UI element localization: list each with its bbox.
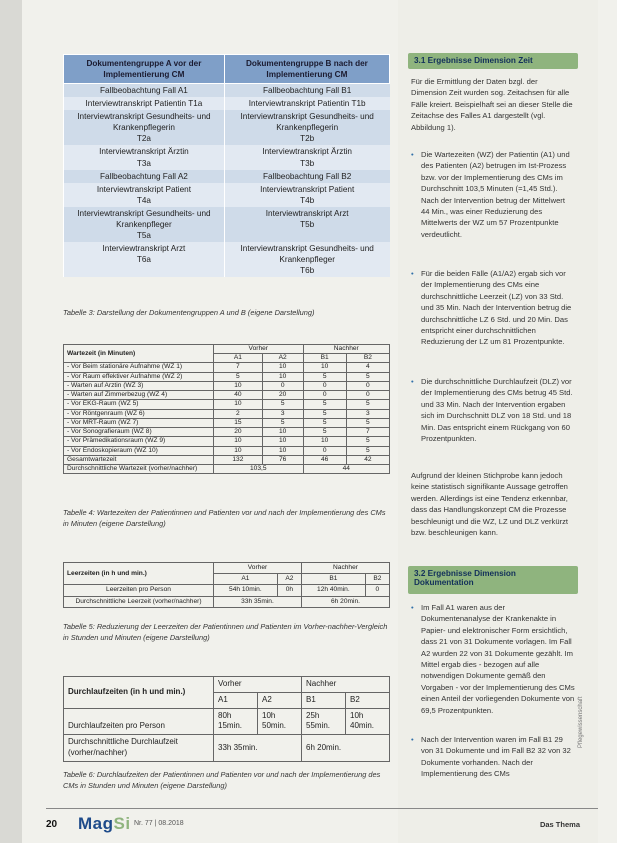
section-heading-time: 3.1 Ergebnisse Dimension Zeit — [408, 53, 578, 69]
table-row — [64, 391, 390, 400]
idle-times-table — [63, 562, 390, 608]
cell: 0 — [346, 391, 389, 400]
table-cell — [224, 97, 389, 110]
table-header-vorher: Vorher — [214, 563, 302, 574]
cell: 10 — [214, 381, 263, 390]
table-header-throughput: Durchlaufzeiten (in h und min.) — [64, 677, 214, 709]
table-header-waiting: Wartezeit (in Minuten) — [64, 345, 214, 363]
cell: 10 — [303, 437, 346, 446]
cell: 4 — [346, 363, 389, 372]
cell: 10h 50min. — [258, 708, 302, 735]
cell: 33h 35min. — [214, 596, 302, 607]
table-row — [64, 145, 390, 169]
table-cell — [64, 84, 225, 98]
cell: 0 — [346, 381, 389, 390]
col-a1: A1 — [214, 692, 258, 708]
table-row — [64, 110, 390, 145]
cell: 5 — [303, 428, 346, 437]
cell: 42 — [346, 455, 389, 464]
row-label: - Vor Endoskopieraum (WZ 10) — [64, 446, 214, 455]
cell-code: T3b — [300, 158, 315, 168]
cell-text: Interviewtranskript Gesundheits- und Krankenpfleger — [240, 243, 374, 264]
cell: 33h 35min. — [214, 735, 302, 762]
col-b1: B1 — [303, 354, 346, 363]
cell: 7 — [214, 363, 263, 372]
cell-text: Interviewtranskript Patient — [260, 184, 355, 194]
table-cell — [224, 145, 389, 169]
table-cell — [224, 170, 389, 183]
table-cell — [64, 207, 225, 242]
cell: 6h 20min. — [301, 596, 389, 607]
table-row — [64, 242, 390, 277]
cell-text: Fallbeobachtung Fall A2 — [99, 171, 188, 181]
table-header-nachher: Nachher — [302, 677, 390, 693]
row-label: - Vor Prämedikationsraum (WZ 9) — [64, 437, 214, 446]
bullet-doc-a — [411, 602, 575, 716]
cell: 10 — [262, 437, 303, 446]
issue-label: Nr. 77 | 08.2018 — [134, 820, 184, 827]
cell-text: Interviewtranskript Patientin T1b — [248, 99, 366, 109]
cell: 76 — [262, 455, 303, 464]
col-b2: B2 — [346, 354, 389, 363]
table-header-idle: Leerzeiten (in h und min.) — [64, 563, 214, 585]
cell: 10h 40min. — [346, 708, 390, 735]
table-row — [64, 363, 390, 372]
cell-code: T3a — [136, 158, 151, 168]
table-row — [64, 735, 390, 762]
table-cell — [224, 84, 389, 98]
cell: 5 — [303, 409, 346, 418]
table-row — [64, 400, 390, 409]
waiting-times-table — [63, 344, 390, 474]
cell: 46 — [303, 455, 346, 464]
table4-caption: Tabelle 4: Wartezeiten der Patientinnen und Patienten vor und nach der Implementierung des CMs in Minuten (eigene Darstellung) — [63, 508, 386, 528]
cell: 5 — [346, 418, 389, 427]
cell: 0 — [262, 381, 303, 390]
table-cell — [224, 183, 389, 207]
row-label: Gesamtwartezeit — [64, 455, 214, 464]
cell: 0 — [365, 585, 389, 596]
bullet-icon: • — [411, 735, 414, 744]
table-header-nachher: Nachher — [301, 563, 389, 574]
cell-code: T4b — [300, 195, 315, 205]
cell-code: T2b — [300, 134, 315, 144]
cell: 12h 40min. — [301, 585, 365, 596]
cell: 10 — [262, 363, 303, 372]
col-a2: A2 — [262, 354, 303, 363]
bullet-doc-b — [411, 734, 575, 780]
table6-caption: Tabelle 6: Durchlaufzeiten der Patientinnen und Patienten vor und nach der Implementierung des CMs in Stunden und Minuten (eigene Darstellung) — [63, 770, 381, 790]
table-row — [64, 381, 390, 390]
cell: 5 — [262, 400, 303, 409]
bullet-text: Die durchschnittliche Durchlaufzeit (DLZ) vor der Implementierung des CMs betrug 45 Std. und 33 Min. Nach der Intervention ergaben sich im Durchschnitt DLZ von 18 Std. und 18 Min. Das entspricht einem Rückgang von 60 Prozentpunkten. — [421, 377, 573, 443]
average-row — [64, 465, 390, 474]
cell-code: T2a — [136, 134, 151, 144]
table-row — [64, 97, 390, 110]
bullet-text: Für die beiden Fälle (A1/A2) ergab sich vor der Implementierung des CMs eine durchschnittliche Leerzeit (LZ) von 33 Std. und 35 Min. Nach der Intervention betrug die durchschnittliche LZ 6 Std. und 20 Min. Das entspricht einer durchschnittlichen Reduzierung der LZ um 81 Prozentpunkte. — [421, 269, 572, 347]
row-label: - Vor Raum effektiver Aufnahme (WZ 2) — [64, 372, 214, 381]
total-row — [64, 455, 390, 464]
section-label: Das Thema — [539, 820, 580, 829]
row-label: - Vor EKG-Raum (WZ 5) — [64, 400, 214, 409]
table-cell — [64, 97, 225, 110]
table-row — [64, 437, 390, 446]
cell-code: T5b — [300, 219, 315, 229]
col-b2: B2 — [365, 574, 389, 585]
cell-text: Interviewtranskript Arzt — [102, 243, 186, 253]
section1-intro: Für die Ermittlung der Daten bzgl. der Dimension Zeit wurden sog. Zeitachsen für alle Fälle kreiert. Beispielhaft sei an dieser Stelle die Zeitachse des Falles A1 dargestellt (vgl. Abbildung 1). — [411, 77, 573, 132]
logo-main: Mag — [78, 814, 114, 833]
table-row — [64, 84, 390, 98]
cell-code: T4a — [136, 195, 151, 205]
col-b2: B2 — [346, 692, 390, 708]
cell-text: Interviewtranskript Gesundheits- und Krankenpflegerin — [240, 112, 374, 133]
cell-text: Interviewtranskript Ärztin — [99, 147, 189, 157]
col-a1: A1 — [214, 574, 278, 585]
table-row — [64, 428, 390, 437]
throughput-times-table — [63, 676, 390, 762]
table-row — [64, 183, 390, 207]
table-row — [64, 418, 390, 427]
document-groups-table — [63, 54, 390, 277]
table-row — [64, 409, 390, 418]
col-a2: A2 — [277, 574, 301, 585]
cell: 5 — [346, 437, 389, 446]
cell: 20 — [262, 391, 303, 400]
cell: 80h 15min. — [214, 708, 258, 735]
section1-outro: Aufgrund der kleinen Stichprobe kann jedoch keine statistisch signifikante Aussage getroffen werden. Allerdings ist eine Tendenz erkennbar, dass das Handlungskonzept CM die Prozesse beschleunigt und die WZ, LZ und DLZ verkürzt bzw. beschleunigen kann. — [411, 471, 569, 537]
page-number: 20 — [46, 819, 58, 830]
cell: 54h 10min. — [214, 585, 278, 596]
bullet-waiting — [411, 149, 575, 240]
col-b1: B1 — [301, 574, 365, 585]
table-header-vorher: Vorher — [214, 345, 304, 354]
row-label: Durchschnittliche Leerzeit (vorher/nachher) — [64, 596, 214, 607]
table-header-nachher: Nachher — [303, 345, 389, 354]
cell-text: Interviewtranskript Arzt — [265, 208, 349, 218]
table-row — [64, 446, 390, 455]
cell-text: Fallbeobachtung Fall B1 — [263, 86, 352, 96]
magazine-logo — [78, 814, 131, 834]
cell-code: T5a — [136, 230, 151, 240]
cell: 5 — [346, 372, 389, 381]
cell: 5 — [346, 400, 389, 409]
row-label: - Vor Sonografieraum (WZ 8) — [64, 428, 214, 437]
cell: 10 — [214, 400, 263, 409]
table-cell — [64, 170, 225, 183]
cell-text: Fallbeobachtung Fall B2 — [263, 171, 352, 181]
cell-text: Interviewtranskript Patient — [96, 184, 192, 194]
table-row — [64, 170, 390, 183]
row-label: - Vor Röntgenraum (WZ 6) — [64, 409, 214, 418]
table-cell — [224, 242, 389, 277]
bullet-text: Im Fall A1 waren aus der Dokumentenanalyse der Krankenakte in Papier- und elektronischer Form ersichtlich, dass 21 von 31 Dokumente vorlagen. Im Fall A2 wurden 22 von 31 Dokumente gezählt. Im Mittel ergab dies - bezogen auf alle notwendigen Dokumente gemäß den Vorgaben - vor der Implementierung des CMs einen Anteil der vorliegenden Dokumente von 69,5 Prozentpunkten. — [421, 603, 575, 715]
bullet-icon: • — [411, 603, 414, 612]
page-edge — [0, 0, 22, 843]
cell: 0h — [277, 585, 301, 596]
table-cell — [224, 207, 389, 242]
cell: 3 — [346, 409, 389, 418]
table-header-group-b: Dokumentengruppe B nach der Implementierung CM — [224, 55, 389, 84]
cell: 0 — [303, 446, 346, 455]
footer-rule — [46, 808, 598, 809]
table-row — [64, 596, 390, 607]
col-b1: B1 — [302, 692, 346, 708]
cell: 6h 20min. — [302, 735, 390, 762]
row-label: - Warten auf Arztin (WZ 3) — [64, 381, 214, 390]
cell: 10 — [262, 446, 303, 455]
cell: 25h 55min. — [302, 708, 346, 735]
table3-caption: Tabelle 3: Darstellung der Dokumentengruppen A und B (eigene Darstellung) — [63, 308, 315, 317]
bullet-text: Die Wartezeiten (WZ) der Patientin (A1) und des Patienten (A2) betrugen im Ist-Prozess bzw. vor der Implementierung des CMs im Durchschnitt 103,5 Minuten (=1,45 Std.). Nach der Intervention betrug der Mittelwert 44 Min., was einer Reduzierung des Mittelwerts der WZ um 57 Prozentpunkte verdeutlicht. — [421, 150, 570, 239]
cell: 5 — [214, 372, 263, 381]
footer — [22, 808, 598, 836]
table-cell — [64, 183, 225, 207]
cell: 10 — [214, 446, 263, 455]
cell-text: Interviewtranskript Patientin T1a — [85, 99, 203, 109]
row-label: Durchschnittliche Wartezeit (vorher/nachher) — [64, 465, 214, 474]
cell: 5 — [262, 418, 303, 427]
table-row — [64, 372, 390, 381]
table-header-vorher: Vorher — [214, 677, 302, 693]
row-label: Leerzeiten pro Person — [64, 585, 214, 596]
table-cell — [64, 242, 225, 277]
cell: 103,5 — [214, 465, 304, 474]
bullet-throughput — [411, 376, 575, 444]
col-a2: A2 — [258, 692, 302, 708]
row-label: Durchlaufzeiten pro Person — [64, 708, 214, 735]
row-label: - Warten auf Zimmerbezug (WZ 4) — [64, 391, 214, 400]
cell: 0 — [303, 381, 346, 390]
cell: 5 — [303, 418, 346, 427]
cell: 0 — [303, 391, 346, 400]
cell: 10 — [262, 428, 303, 437]
section-heading-documentation: 3.2 Ergebnisse Dimension Dokumentation — [408, 566, 578, 594]
cell: 44 — [303, 465, 389, 474]
cell-code: T6b — [300, 266, 315, 276]
vertical-label: Pflegewissenschaft — [578, 696, 584, 748]
cell-text: Interviewtranskript Gesundheits- und Krankenpflegerin — [77, 112, 211, 133]
table-cell — [64, 110, 225, 145]
table-row — [64, 207, 390, 242]
cell-text: Interviewtranskript Gesundheits- und Krankenpfleger — [77, 208, 211, 229]
cell: 5 — [303, 372, 346, 381]
cell: 132 — [214, 455, 263, 464]
cell: 40 — [214, 391, 263, 400]
cell: 3 — [262, 409, 303, 418]
cell: 7 — [346, 428, 389, 437]
table-cell — [64, 145, 225, 169]
cell: 2 — [214, 409, 263, 418]
logo-accent: Si — [113, 814, 131, 833]
table-cell — [224, 110, 389, 145]
col-a1: A1 — [214, 354, 263, 363]
cell: 5 — [346, 446, 389, 455]
bullet-icon: • — [411, 150, 414, 159]
bullet-idle — [411, 268, 575, 348]
cell: 10 — [214, 437, 263, 446]
cell-code: T6a — [136, 255, 151, 264]
cell-text: Fallbeobachtung Fall A1 — [99, 86, 188, 96]
bullet-icon: • — [411, 269, 414, 278]
table-row — [64, 708, 390, 735]
cell-text: Interviewtranskript Ärztin — [262, 147, 352, 157]
cell: 5 — [303, 400, 346, 409]
row-label: Durchschnittliche Durchlaufzeit (vorher/nachher) — [64, 735, 214, 762]
bullet-text: Nach der Intervention waren im Fall B1 29 von 31 Dokumente und im Fall B2 32 von 32 Dokumente vorhanden. Nach der Implementierung des CMs — [421, 735, 571, 779]
bullet-icon: • — [411, 377, 414, 386]
row-label: - Vor Beim stationäre Aufnahme (WZ 1) — [64, 363, 214, 372]
cell: 10 — [262, 372, 303, 381]
row-label: - Vor MRT-Raum (WZ 7) — [64, 418, 214, 427]
cell: 20 — [214, 428, 263, 437]
cell: 10 — [303, 363, 346, 372]
cell: 15 — [214, 418, 263, 427]
table5-caption: Tabelle 5: Reduzierung der Leerzeiten der Patientinnen und Patienten im Vorher-nachher-Vergleich in Stunden und Minuten (eigene Darstellung) — [63, 622, 388, 642]
table-header-group-a: Dokumentengruppe A vor der Implementierung CM — [64, 55, 225, 84]
table-row — [64, 585, 390, 596]
